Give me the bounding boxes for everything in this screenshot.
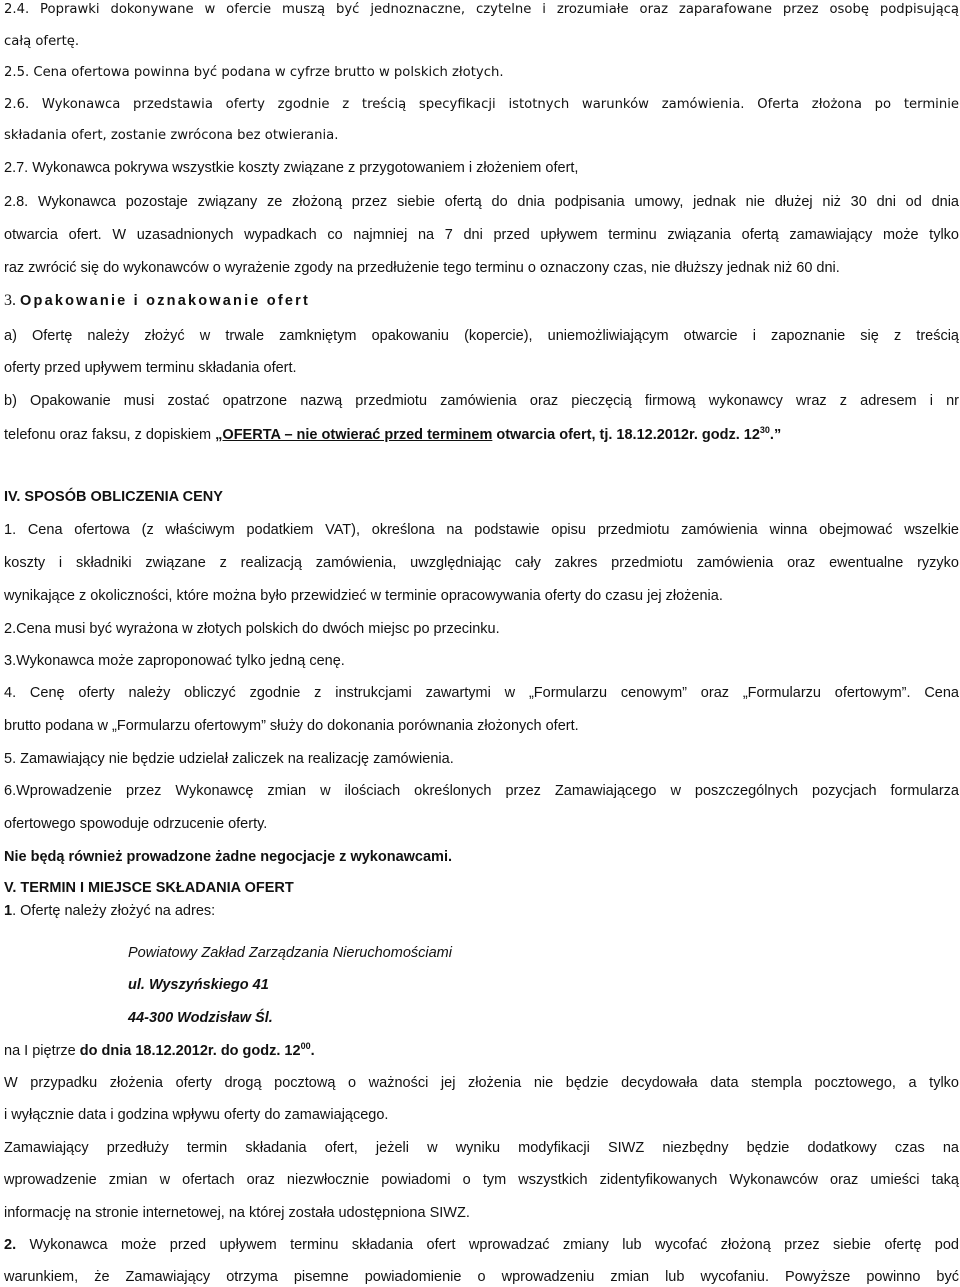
floor-deadline-minutes: 00 [300, 1041, 311, 1051]
section-v-2-line-1 [4, 1235, 959, 1255]
section-iv-1-line-2: koszty i składniki związane z realizacją zamówienia, uwzględniając cały zakres przedmiotu zamówienia oraz ewentualne ryzyko [4, 555, 959, 571]
paragraph-2-8-line-1: 2.8. Wykonawca pozostaje związany ze złożoną przez siebie ofertą do dnia podpisania umowy, jednak nie dłużej niż 30 dni od dnia [4, 194, 959, 210]
paragraph-2-8-line-3: raz zwrócić się do wykonawców o wyrażenie zgody na przedłużenie tego terminu o oznaczony czas, nie dłuższy jednak niż 60 dni. [4, 260, 840, 276]
section-3-heading [4, 291, 959, 311]
offer-deadline-minutes: 30 [759, 425, 770, 435]
section-v-2-number: 2. [4, 1237, 17, 1253]
section-iv-heading: IV. SPOSÓB OBLICZENIA CENY [4, 489, 223, 505]
section-v-1-text: . Ofertę należy złożyć na adres: [12, 903, 216, 919]
no-negotiations-note: Nie będą również prowadzone żadne negocjacje z wykonawcami. [4, 849, 453, 865]
offer-deadline: otwarcia ofert, tj. 18.12.2012r. godz. 12 [492, 427, 760, 443]
address-line-2: ul. Wyszyńskiego 41 [128, 977, 269, 993]
section-iv-1-line-1: 1. Cena ofertowa (z właściwym podatkiem VAT), określona na podstawie opisu przedmiotu zamówienia winna obejmować wszelkie [4, 522, 959, 538]
address-line-3: 44-300 Wodzisław Śl. [128, 1010, 273, 1026]
floor-deadline-date: do dnia 18.12.2012r. do godz. 12 [79, 1043, 301, 1059]
section-3-title: Opakowanie i oznakowanie ofert [20, 293, 311, 309]
paragraph-2-5: 2.5. Cena ofertowa powinna być podana w cyfrze brutto w polskich złotych. [4, 65, 504, 80]
paragraph-2-7: 2.7. Wykonawca pokrywa wszystkie koszty związane z przygotowaniem i złożeniem ofert, [4, 160, 579, 176]
section-3a-line-2: oferty przed upływem terminu składania ofert. [4, 360, 297, 376]
section-3-number: 3. [4, 292, 16, 309]
section-iv-3: 3.Wykonawca może zaproponować tylko jedną cenę. [4, 653, 345, 669]
section-iv-1-line-3: wynikające z okoliczności, które można było przewidzieć w terminie opracowywania oferty do czasu jej złożenia. [4, 588, 723, 604]
extension-note-line-3: informację na stronie internetowej, na której została udostępniona SIWZ. [4, 1205, 470, 1221]
section-iv-4-line-1: 4. Cenę oferty należy obliczyć zgodnie z instrukcjami zawartymi w „Formularzu cenowym” oraz „Formularzu ofertowym”. Cena [4, 685, 959, 701]
paragraph-2-6-line-2: składania ofert, zostanie zwrócona bez otwierania. [4, 128, 339, 143]
section-3b-line-1: b) Opakowanie musi zostać opatrzone nazwą przedmiotu zamówienia oraz pieczęcią firmową wykonawcy wraz z adresem i nr [4, 393, 959, 409]
floor-text: na I piętrze [4, 1043, 80, 1059]
section-v-2-line-2: warunkiem, że Zamawiający otrzyma pisemne powiadomienie o wprowadzeniu zmian lub wycofaniu. Powyższe powinno być [4, 1269, 959, 1285]
postal-note-line-1: W przypadku złożenia oferty drogą pocztową o ważności jej złożenia nie będzie decydowała data stempla pocztowego, a tylko [4, 1075, 959, 1091]
paragraph-2-4-line-1: 2.4. Poprawki dokonywane w ofercie muszą być jednoznaczne, czytelne i zrozumiałe oraz zaparafowane przez osobę podpisującą [4, 2, 959, 17]
extension-note-line-1: Zamawiający przedłuży termin składania ofert, jeżeli w wyniku modyfikacji SIWZ niezbędny będzie dodatkowy czas na [4, 1140, 959, 1156]
paragraph-2-6-line-1: 2.6. Wykonawca przedstawia oferty zgodnie z treścią specyfikacji istotnych warunków zamówienia. Oferta złożona po terminie [4, 97, 959, 112]
offer-deadline-end: .” [769, 427, 782, 443]
address-line-1: Powiatowy Zakład Zarządzania Nieruchomościami [128, 945, 452, 961]
section-v-1-number: 1 [4, 903, 13, 919]
section-iv-6-line-2: ofertowego spowoduje odrzucenie oferty. [4, 816, 268, 832]
section-v-heading: V. TERMIN I MIEJSCE SKŁADANIA OFERT [4, 880, 294, 896]
section-iv-2: 2.Cena musi być wyrażona w złotych polskich do dwóch miejsc po przecinku. [4, 621, 500, 637]
section-3b-line-2 [4, 425, 959, 445]
section-3b-text: telefonu oraz faksu, z dopiskiem [4, 427, 216, 443]
postal-note-line-2: i wyłącznie data i godzina wpływu oferty do zamawiającego. [4, 1107, 389, 1123]
section-v-1 [4, 901, 959, 921]
section-iv-6-line-1: 6.Wprowadzenie przez Wykonawcę zmian w ilościach określonych przez Zamawiającego w poszczególnych pozycjach formularza [4, 783, 959, 799]
floor-deadline [4, 1041, 959, 1061]
section-iv-4-line-2: brutto podana w „Formularzu ofertowym” służy do dokonania porównania złożonych ofert. [4, 718, 579, 734]
offer-label-underlined: „OFERTA – nie otwierać przed terminem [215, 427, 493, 443]
section-iv-5: 5. Zamawiający nie będzie udzielał zaliczek na realizację zamówienia. [4, 751, 454, 767]
paragraph-2-8-line-2: otwarcia ofert. W uzasadnionych wypadkach co najmniej na 7 dni przed upływem terminu związania ofertą zamawiający może tylko [4, 227, 959, 243]
section-v-2-text: Wykonawca może przed upływem terminu składania ofert wprowadzać zmiany lub wycofać złożoną przez siebie ofertę pod [16, 1237, 959, 1253]
section-3a-line-1: a) Ofertę należy złożyć w trwale zamkniętym opakowaniu (kopercie), uniemożliwiającym otwarcie i zapoznanie się z treścią [4, 328, 959, 344]
extension-note-line-2: wprowadzenie zmian w ofertach oraz niezwłocznie powiadomi o tym wszystkich zidentyfikowanych Wykonawców oraz umieści taką [4, 1172, 959, 1188]
floor-deadline-end: . [310, 1043, 315, 1059]
paragraph-2-4-line-2: całą ofertę. [4, 34, 80, 49]
